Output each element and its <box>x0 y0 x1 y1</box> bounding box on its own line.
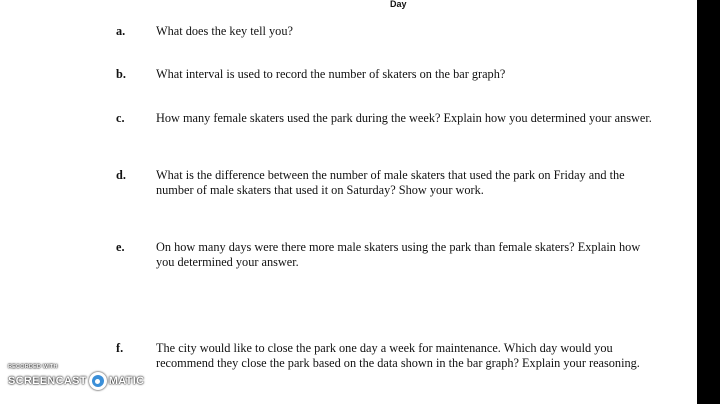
black-side-bar <box>697 0 720 404</box>
watermark-brand-right: MATIC <box>108 375 145 387</box>
question-text: On how many days were there more male skaters using the park than female skaters? Explain how you determined your answer. <box>156 240 641 269</box>
question-letter: a. <box>116 24 126 38</box>
question-text: The city would like to close the park one day a week for maintenance. Which day would you recommend they close the park based on the data shown in the bar graph? Explain your reasoning. <box>156 341 640 370</box>
question-text: How many female skaters used the park during the week? Explain how you determined your answer. <box>156 111 652 125</box>
question-letter: c. <box>116 111 125 125</box>
header-title: Day <box>390 0 407 9</box>
recording-watermark <box>8 364 144 390</box>
watermark-brand-left: SCREENCAST <box>8 375 87 387</box>
watermark-recorded-with: RECORDED WITH <box>8 364 58 370</box>
question-letter: e. <box>116 240 125 254</box>
question-text: What interval is used to record the number of skaters on the bar graph? <box>156 67 506 81</box>
screencast-o-matic-logo-icon <box>89 372 107 390</box>
question-text: What does the key tell you? <box>156 24 293 38</box>
question-text: What is the difference between the number of male skaters that used the park on Friday and the number of male skaters that used it on Saturday? Show your work. <box>156 168 625 197</box>
question-letter: b. <box>116 67 126 81</box>
question-letter: f. <box>116 341 124 355</box>
question-letter: d. <box>116 168 126 182</box>
watermark-logo <box>8 372 144 390</box>
